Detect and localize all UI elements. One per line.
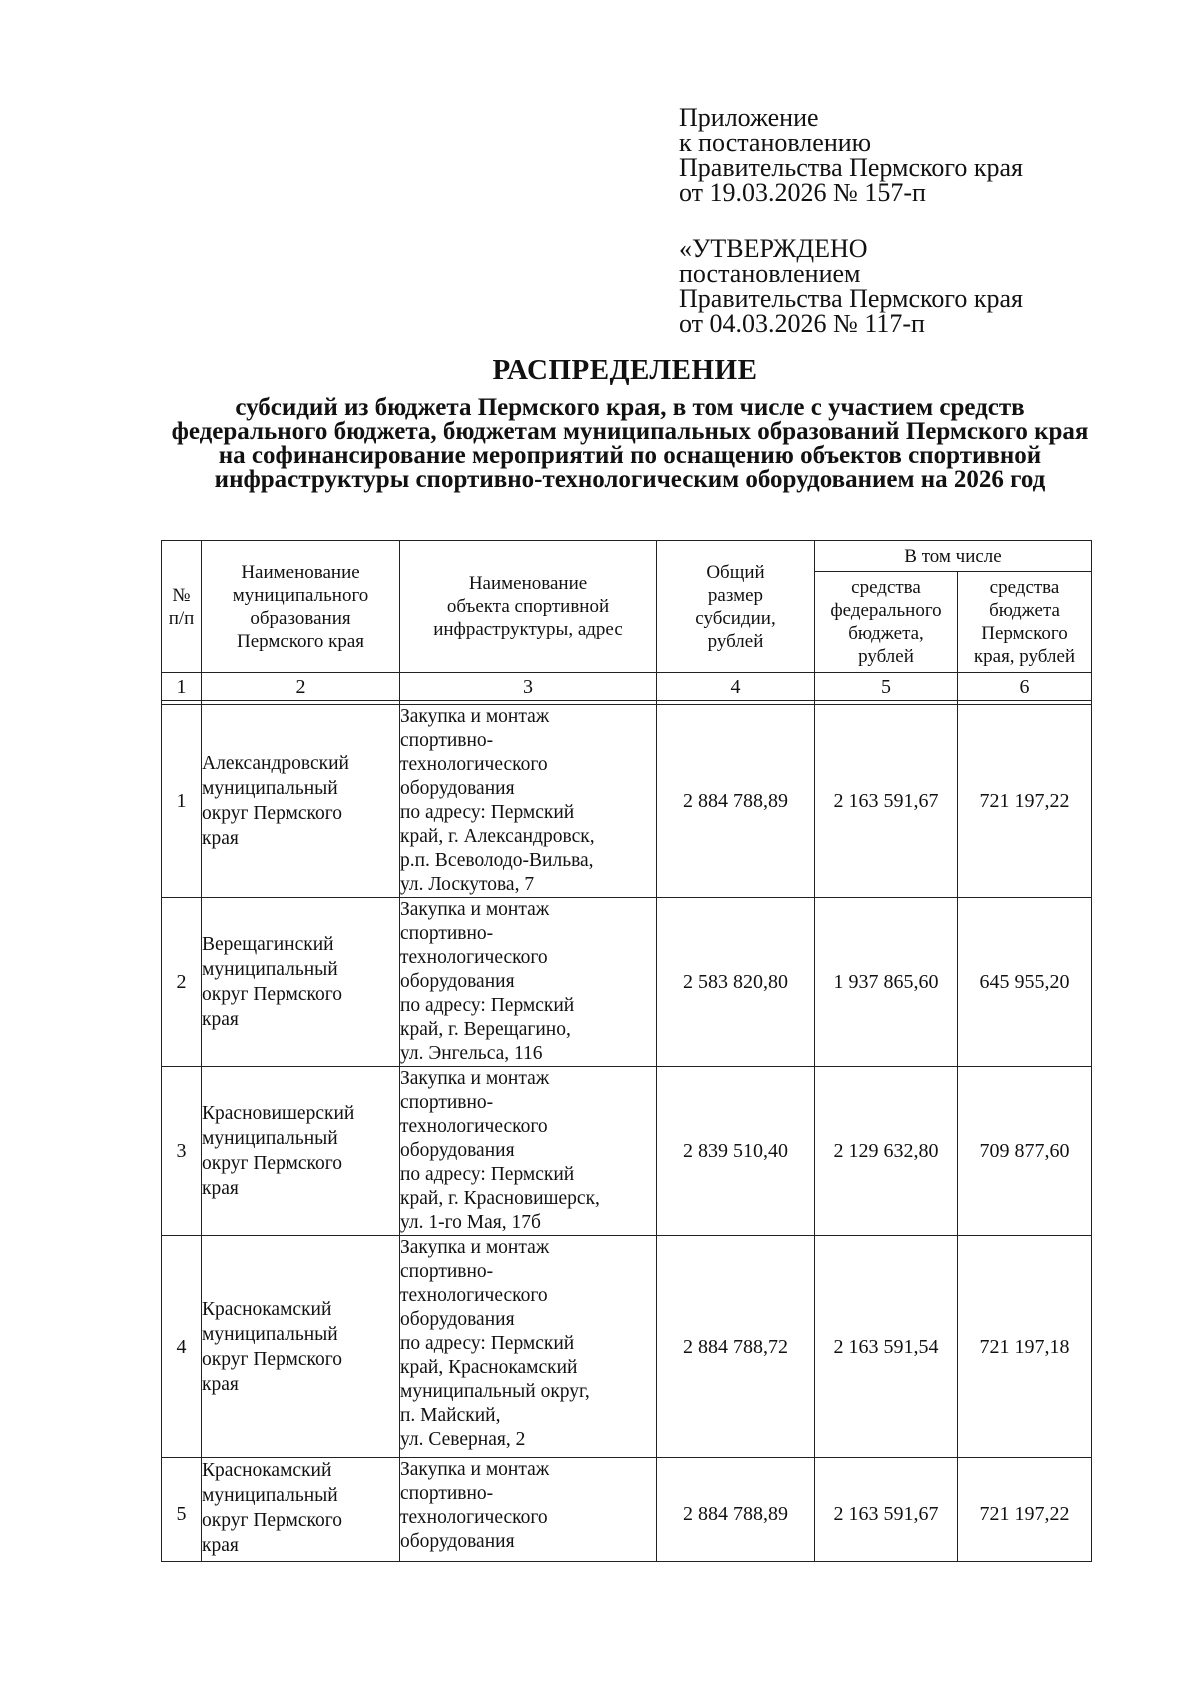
federal-cell: 2 163 591,54 [815, 1236, 958, 1458]
row-number: 5 [162, 1458, 202, 1562]
total-cell: 2 583 820,80 [657, 898, 815, 1067]
object-cell: Закупка и монтаж спортивно- технологического оборудования по адресу: Пермский край, Краснокамский муниципальный округ, п. Майский, ул. Северная, 2 [400, 1236, 657, 1458]
header-municipality: Наименование муниципального образования Пермского края [202, 541, 400, 673]
distribution-table [161, 540, 1092, 1562]
document-title: РАСПРЕДЕЛЕНИЕ [492, 354, 758, 386]
row-number: 3 [162, 1067, 202, 1236]
header-object: Наименование объекта спортивной инфраструктуры, адрес [400, 541, 657, 673]
total-cell: 2 884 788,72 [657, 1236, 815, 1458]
object-cell: Закупка и монтаж спортивно- технологического оборудования [400, 1458, 657, 1562]
municipality-cell: Краснокамский муниципальный округ Пермского края [202, 1236, 400, 1458]
column-number: 3 [400, 673, 657, 701]
approved-block [679, 236, 1099, 336]
column-number: 1 [162, 673, 202, 701]
table-row [162, 705, 1092, 898]
header-num: № п/п [162, 541, 202, 673]
table-row [162, 1236, 1092, 1458]
appendix-line: Приложение [679, 103, 819, 132]
federal-cell: 2 163 591,67 [815, 705, 958, 898]
column-number: 6 [958, 673, 1092, 701]
approved-line: от 04.03.2026 № 117-п [679, 309, 925, 338]
column-number: 4 [657, 673, 815, 701]
federal-cell: 1 937 865,60 [815, 898, 958, 1067]
row-number: 1 [162, 705, 202, 898]
regional-cell: 721 197,22 [958, 705, 1092, 898]
appendix-line: Правительства Пермского края [679, 153, 1023, 182]
row-number: 4 [162, 1236, 202, 1458]
municipality-cell: Александровский муниципальный округ Пермского края [202, 705, 400, 898]
object-cell: Закупка и монтаж спортивно- технологического оборудования по адресу: Пермский край, г. Красновишерск, ул. 1-го Мая, 17б [400, 1067, 657, 1236]
regional-cell: 645 955,20 [958, 898, 1092, 1067]
approved-line: постановлением [679, 259, 861, 288]
table-row [162, 1067, 1092, 1236]
row-number: 2 [162, 898, 202, 1067]
approved-line: Правительства Пермского края [679, 284, 1023, 313]
federal-cell: 2 129 632,80 [815, 1067, 958, 1236]
total-cell: 2 884 788,89 [657, 1458, 815, 1562]
appendix-line: от 19.03.2026 № 157-п [679, 178, 926, 207]
object-cell: Закупка и монтаж спортивно- технологического оборудования по адресу: Пермский край, г. Александровск, р.п. Всеволодо-Вильва, ул. Лоскутова, 7 [400, 705, 657, 898]
regional-cell: 721 197,18 [958, 1236, 1092, 1458]
table-row [162, 1458, 1092, 1562]
municipality-cell: Краснокамский муниципальный округ Пермского края [202, 1458, 400, 1562]
total-cell: 2 884 788,89 [657, 705, 815, 898]
header-total: Общий размер субсидии, рублей [657, 541, 815, 673]
header-federal: средства федерального бюджета, рублей [815, 572, 958, 673]
column-number: 2 [202, 673, 400, 701]
approved-line: «УТВЕРЖДЕНО [679, 234, 868, 263]
header-regional: средства бюджета Пермского края, рублей [958, 572, 1092, 673]
total-cell: 2 839 510,40 [657, 1067, 815, 1236]
object-cell: Закупка и монтаж спортивно- технологического оборудования по адресу: Пермский край, г. Верещагино, ул. Энгельса, 116 [400, 898, 657, 1067]
document-subtitle: субсидий из бюджета Пермского края, в том числе с участием средств федерального бюджета, бюджетам муниципальных образований Пермского края на софинансирование мероприятий по оснащению объектов спортивной инфраструктуры спортивно-технологическим оборудованием на 2026 год [171, 394, 1089, 493]
municipality-cell: Верещагинский муниципальный округ Пермского края [202, 898, 400, 1067]
municipality-cell: Красновишерский муниципальный округ Пермского края [202, 1067, 400, 1236]
appendix-block [679, 105, 1099, 205]
regional-cell: 709 877,60 [958, 1067, 1092, 1236]
regional-cell: 721 197,22 [958, 1458, 1092, 1562]
table-row [162, 898, 1092, 1067]
column-number: 5 [815, 673, 958, 701]
header-row [162, 541, 1092, 572]
column-number-row [162, 673, 1092, 701]
header-including: В том числе [815, 541, 1092, 572]
federal-cell: 2 163 591,67 [815, 1458, 958, 1562]
appendix-line: к постановлению [679, 128, 872, 157]
